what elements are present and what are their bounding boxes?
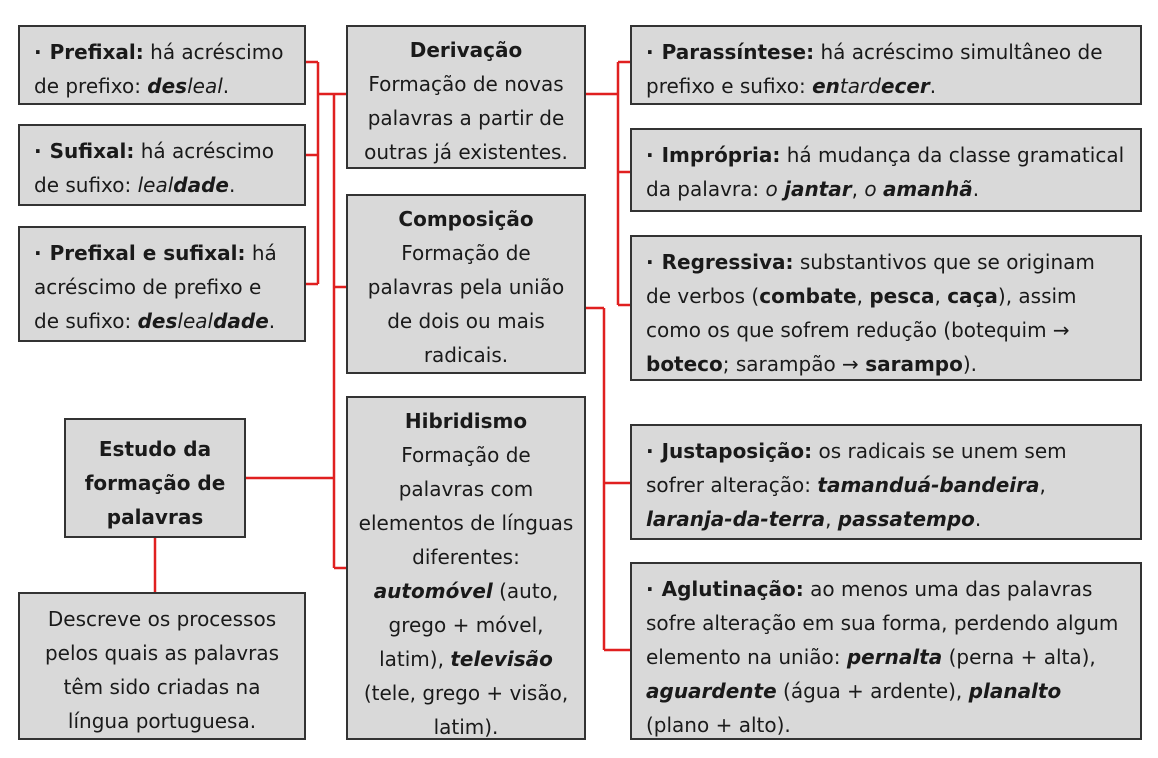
justaposicao-box xyxy=(630,424,1142,540)
aglutinacao-text: ao menos uma das palavras sofre alteração em sua forma, perdendo algum elemento na união: xyxy=(646,577,1119,669)
derivacao-title: Derivação xyxy=(409,38,523,62)
prefixal-sufixal-example-suffix: dade xyxy=(213,309,269,333)
prefixal-box xyxy=(18,25,306,105)
regressiva-example-3: caça xyxy=(947,284,998,308)
justaposicao-comma-1: , xyxy=(1039,473,1046,497)
hibridismo-box xyxy=(346,396,586,740)
composicao-text: Formação de palavras pela união de dois ou mais radicais. xyxy=(367,241,565,367)
justaposicao-label: Justaposição: xyxy=(661,439,813,463)
bullet: · xyxy=(34,40,42,64)
justaposicao-example-2: laranja-da-terra xyxy=(646,507,826,531)
bullet: · xyxy=(34,241,42,265)
regressiva-box xyxy=(630,235,1142,381)
sufixal-box xyxy=(18,124,306,206)
aglutinacao-detail-3: (plano + alto). xyxy=(646,713,791,737)
parassintese-text: há acréscimo simultâneo de prefixo e sufixo: xyxy=(646,40,1103,98)
derivacao-text: Formação de novas palavras a partir de outras já existentes. xyxy=(364,72,568,164)
parassintese-box xyxy=(630,25,1142,105)
parassintese-end: . xyxy=(929,74,937,98)
impropria-separator: , xyxy=(851,177,858,201)
hibridismo-text: Formação de palavras com elementos de línguas diferentes: xyxy=(358,443,574,569)
regressiva-end: ). xyxy=(962,352,978,376)
impropria-article-1: o xyxy=(765,177,778,201)
main-description: Descreve os processos pelos quais as palavras têm sido criadas na língua portuguesa. xyxy=(44,607,280,733)
aglutinacao-label: Aglutinação: xyxy=(661,577,804,601)
main-title-box xyxy=(64,418,246,538)
hibridismo-detail-1: (auto, grego + móvel, latim), xyxy=(379,579,559,671)
aglutinacao-example-3: planalto xyxy=(968,679,1062,703)
regressiva-comma-1: , xyxy=(856,284,863,308)
hibridismo-title: Hibridismo xyxy=(404,409,528,433)
sufixal-example-suffix: dade xyxy=(173,173,229,197)
regressiva-example-4: boteco xyxy=(646,352,723,376)
prefixal-sufixal-example-prefix: des xyxy=(137,309,178,333)
sufixal-example-base: leal xyxy=(137,173,174,197)
bullet: · xyxy=(646,250,654,274)
regressiva-label: Regressiva: xyxy=(661,250,794,274)
composicao-title: Composição xyxy=(398,207,534,231)
impropria-label: Imprópria: xyxy=(661,143,781,167)
prefixal-text: há acréscimo de prefixo: xyxy=(34,40,284,98)
derivacao-box xyxy=(346,25,586,169)
parassintese-example-suffix: ecer xyxy=(880,74,930,98)
aglutinacao-detail-1: (perna + alta), xyxy=(948,645,1096,669)
hibridismo-detail-2: (tele, grego + visão, latim). xyxy=(363,681,569,739)
bullet: · xyxy=(646,577,654,601)
prefixal-sufixal-example-base: leal xyxy=(177,309,214,333)
prefixal-sufixal-box xyxy=(18,226,306,342)
regressiva-comma-2: , xyxy=(934,284,941,308)
sufixal-end: . xyxy=(229,173,236,197)
sufixal-label: Sufixal: xyxy=(49,139,135,163)
prefixal-sufixal-end: . xyxy=(268,309,276,333)
regressiva-text-3: ; sarampão → xyxy=(722,352,859,376)
justaposicao-comma-2: , xyxy=(825,507,832,531)
justaposicao-example-1: tamanduá-bandeira xyxy=(817,473,1040,497)
impropria-article-2: o xyxy=(864,177,877,201)
hibridismo-body xyxy=(358,438,574,744)
bullet: · xyxy=(34,139,42,163)
parassintese-example-base: tard xyxy=(839,74,881,98)
prefixal-end: . xyxy=(222,74,230,98)
regressiva-example-5: sarampo xyxy=(865,352,963,376)
regressiva-example-2: pesca xyxy=(869,284,935,308)
aglutinacao-box xyxy=(630,562,1142,740)
sufixal-text: há acréscimo de sufixo: xyxy=(34,139,275,197)
main-title: Estudo da formação de palavras xyxy=(84,437,226,529)
parassintese-example-prefix: en xyxy=(812,74,840,98)
impropria-example-1: jantar xyxy=(784,177,852,201)
impropria-example-2: amanhã xyxy=(882,177,973,201)
justaposicao-example-3: passatempo xyxy=(837,507,975,531)
bullet: · xyxy=(646,439,654,463)
regressiva-text-2: ), assim como os que sofrem redução (botequim → xyxy=(646,284,1077,342)
justaposicao-text: os radicais se unem sem sofrer alteração: xyxy=(646,439,1067,497)
composicao-box xyxy=(346,194,586,374)
prefixal-sufixal-label: Prefixal e sufixal: xyxy=(49,241,246,265)
impropria-text: há mudança da classe gramatical da palavra: xyxy=(646,143,1125,201)
prefixal-example-prefix: des xyxy=(147,74,188,98)
main-description-box xyxy=(18,592,306,740)
bullet: · xyxy=(646,40,654,64)
regressiva-example-1: combate xyxy=(759,284,857,308)
bullet: · xyxy=(646,143,654,167)
hibridismo-example-2: televisão xyxy=(450,647,553,671)
aglutinacao-example-1: pernalta xyxy=(846,645,943,669)
prefixal-sufixal-text: há acréscimo de prefixo e de sufixo: xyxy=(34,241,277,333)
aglutinacao-detail-2: (água + ardente), xyxy=(783,679,963,703)
impropria-end: . xyxy=(972,177,980,201)
justaposicao-end: . xyxy=(974,507,982,531)
regressiva-text-1: substantivos que se originam de verbos ( xyxy=(646,250,1095,308)
aglutinacao-example-2: aguardente xyxy=(646,679,777,703)
parassintese-label: Parassíntese: xyxy=(661,40,815,64)
prefixal-example-base: leal xyxy=(187,74,223,98)
impropria-box xyxy=(630,128,1142,212)
prefixal-label: Prefixal: xyxy=(49,40,144,64)
hibridismo-example-1: automóvel xyxy=(373,579,493,603)
